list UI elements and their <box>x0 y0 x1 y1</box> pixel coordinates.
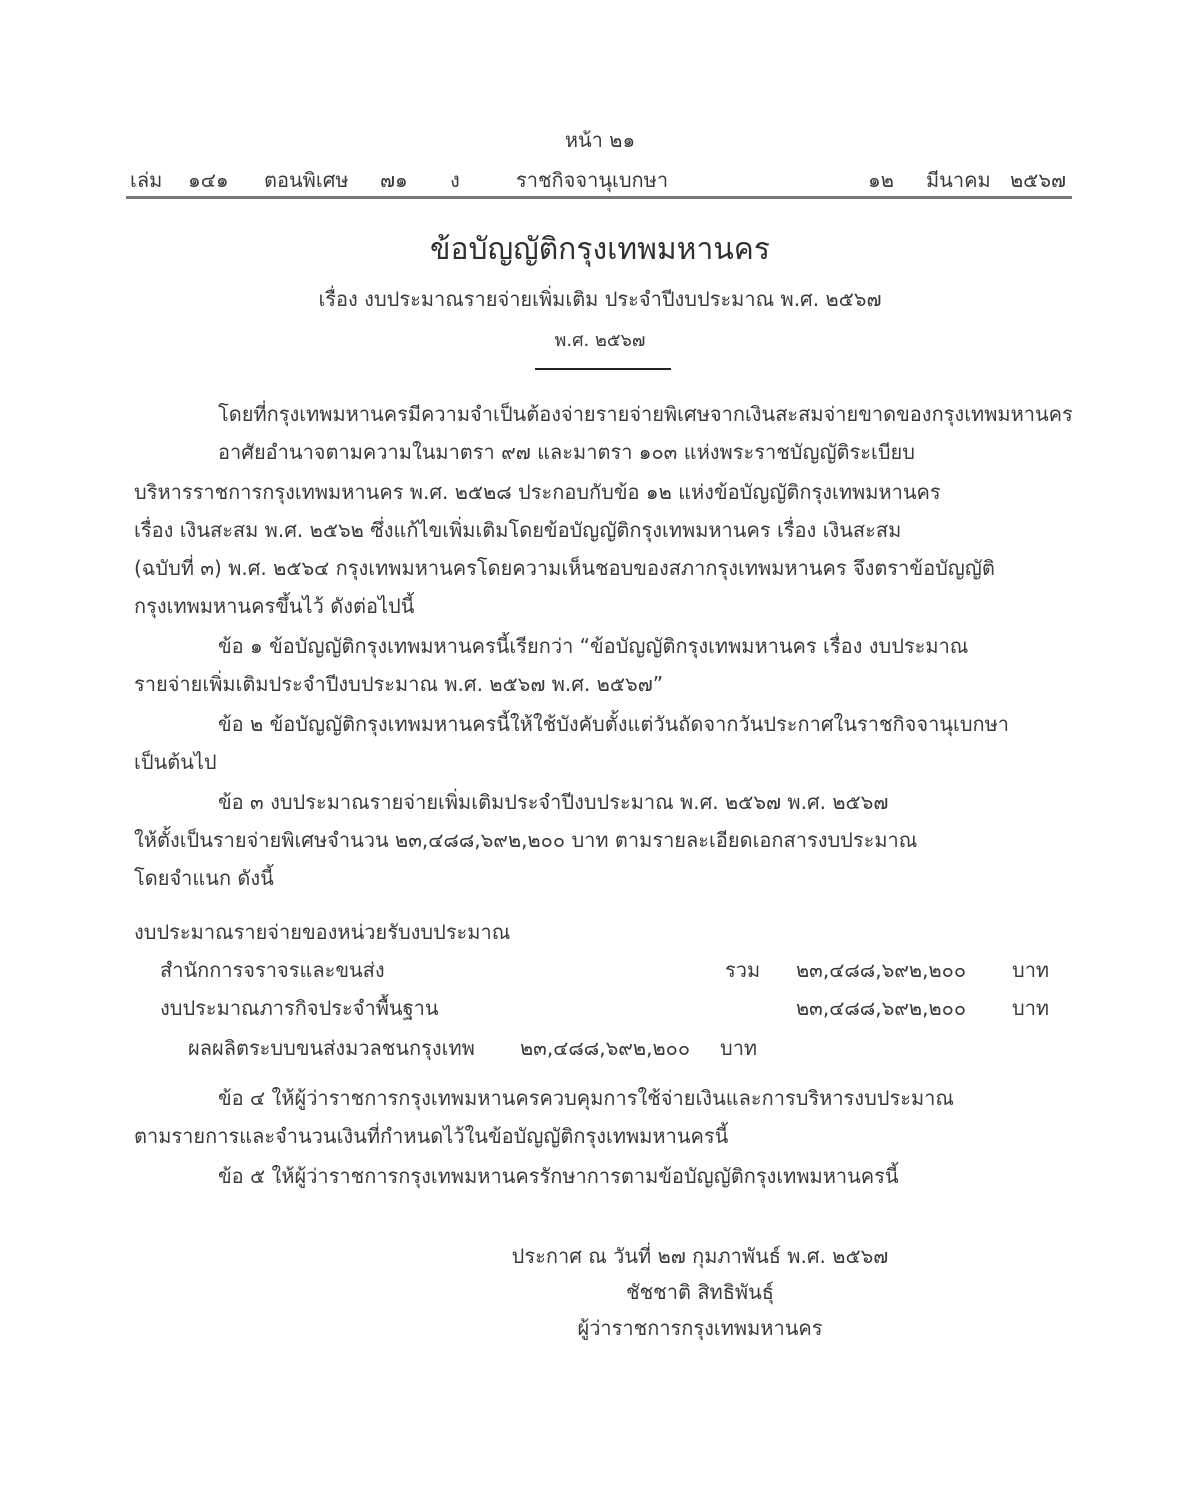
budget-agency-unit: บาท <box>1012 958 1050 982</box>
document-subject: เรื่อง งบประมาณรายจ่ายเพิ่มเติม ประจำปีงบประมาณ พ.ศ. ๒๕๖๗ <box>318 287 882 311</box>
budget-output-unit: บาท <box>720 1036 758 1060</box>
section-letter: ง <box>450 168 460 192</box>
date-day: ๑๒ <box>868 168 894 192</box>
preamble-line-4: เรื่อง เงินสะสม พ.ศ. ๒๕๖๒ ซึ่งแก้ไขเพิ่มเติมโดยข้อบัญญัติกรุงเทพมหานคร เรื่อง เงินสะสม <box>134 518 902 542</box>
budget-output-amount: ๒๓,๔๘๘,๖๙๒,๒๐๐ <box>520 1036 691 1060</box>
document-year: พ.ศ. ๒๕๖๗ <box>554 330 646 351</box>
publication-name: ราชกิจจานุเบกษา <box>516 168 669 192</box>
clause-4-line-2: ตามรายการและจำนวนเงินที่กำหนดไว้ในข้อบัญญัติกรุงเทพมหานครนี้ <box>134 1124 729 1148</box>
clause-2-line-2: เป็นต้นไป <box>134 750 217 774</box>
gazette-header-line <box>130 164 1072 194</box>
volume-number: ๑๔๑ <box>188 168 229 192</box>
clause-2-line-1: ข้อ ๒ ข้อบัญญัติกรุงเทพมหานครนี้ให้ใช้บังคับตั้งแต่วันถัดจากวันประกาศในราชกิจจานุเบกษา <box>218 712 1010 736</box>
page-number: หน้า ๒๑ <box>564 128 636 152</box>
preamble-line-5: (ฉบับที่ ๓) พ.ศ. ๒๕๖๔ กรุงเทพมหานครโดยความเห็นชอบของสภากรุงเทพมหานคร จึงตราข้อบัญญัติ <box>134 556 995 580</box>
budget-agency-name: สำนักการจราจรและขนส่ง <box>160 958 385 982</box>
budget-agency-total-label: รวม <box>725 958 761 982</box>
announcement-date: ประกาศ ณ วันที่ ๒๗ กุมภาพันธ์ พ.ศ. ๒๕๖๗ <box>511 1244 889 1268</box>
budget-heading: งบประมาณรายจ่ายของหน่วยรับงบประมาณ <box>134 920 511 944</box>
signatory-position: ผู้ว่าราชการกรุงเทพมหานคร <box>577 1316 823 1340</box>
signatory-name: ชัชชาติ สิทธิพันธุ์ <box>626 1280 774 1304</box>
preamble-line-3: บริหารราชการกรุงเทพมหานคร พ.ศ. ๒๕๒๘ ประกอบกับข้อ ๑๒ แห่งข้อบัญญัติกรุงเทพมหานคร <box>134 480 941 504</box>
clause-5-line-1: ข้อ ๕ ให้ผู้ว่าราชการกรุงเทพมหานครรักษาการตามข้อบัญญัติกรุงเทพมหานครนี้ <box>218 1164 899 1188</box>
document-title: ข้อบัญญัติกรุงเทพมหานคร <box>430 232 770 267</box>
budget-plan-amount: ๒๓,๔๘๘,๖๙๒,๒๐๐ <box>796 996 967 1020</box>
clause-3-line-3: โดยจำแนก ดังนี้ <box>134 866 274 890</box>
section-label: ตอนพิเศษ <box>264 168 349 192</box>
budget-output-name: ผลผลิตระบบขนส่งมวลชนกรุงเทพ <box>188 1036 475 1060</box>
clause-1-line-2: รายจ่ายเพิ่มเติมประจำปีงบประมาณ พ.ศ. ๒๕๖๗ พ.ศ. ๒๕๖๗” <box>134 672 664 696</box>
clause-4-line-1: ข้อ ๔ ให้ผู้ว่าราชการกรุงเทพมหานครควบคุมการใช้จ่ายเงินและการบริหารงบประมาณ <box>218 1086 954 1110</box>
volume-label: เล่ม <box>130 168 163 192</box>
clause-1-line-1: ข้อ ๑ ข้อบัญญัติกรุงเทพมหานครนี้เรียกว่า “ข้อบัญญัติกรุงเทพมหานคร เรื่อง งบประมาณ <box>218 634 969 658</box>
preamble-line-1: โดยที่กรุงเทพมหานครมีความจำเป็นต้องจ่ายรายจ่ายพิเศษจากเงินสะสมจ่ายขาดของกรุงเทพมหานคร <box>218 402 1073 426</box>
date-month: มีนาคม <box>926 168 991 192</box>
budget-plan-name: งบประมาณภารกิจประจำพื้นฐาน <box>160 996 439 1020</box>
clause-3-line-2: ให้ตั้งเป็นรายจ่ายพิเศษจำนวน ๒๓,๔๘๘,๖๙๒,๒๐๐ บาท ตามรายละเอียดเอกสารงบประมาณ <box>134 828 918 852</box>
date-year: ๒๕๖๗ <box>1010 168 1067 192</box>
header-divider <box>126 196 1072 199</box>
preamble-line-6: กรุงเทพมหานครขึ้นไว้ ดังต่อไปนี้ <box>134 594 415 618</box>
title-divider <box>535 368 671 370</box>
budget-plan-unit: บาท <box>1012 996 1050 1020</box>
clause-3-line-1: ข้อ ๓ งบประมาณรายจ่ายเพิ่มเติมประจำปีงบประมาณ พ.ศ. ๒๕๖๗ พ.ศ. ๒๕๖๗ <box>218 790 889 814</box>
preamble-line-2: อาศัยอำนาจตามความในมาตรา ๙๗ และมาตรา ๑๐๓ แห่งพระราชบัญญัติระเบียบ <box>218 440 915 464</box>
section-number: ๗๑ <box>380 168 408 192</box>
budget-agency-amount: ๒๓,๔๘๘,๖๙๒,๒๐๐ <box>796 958 967 982</box>
